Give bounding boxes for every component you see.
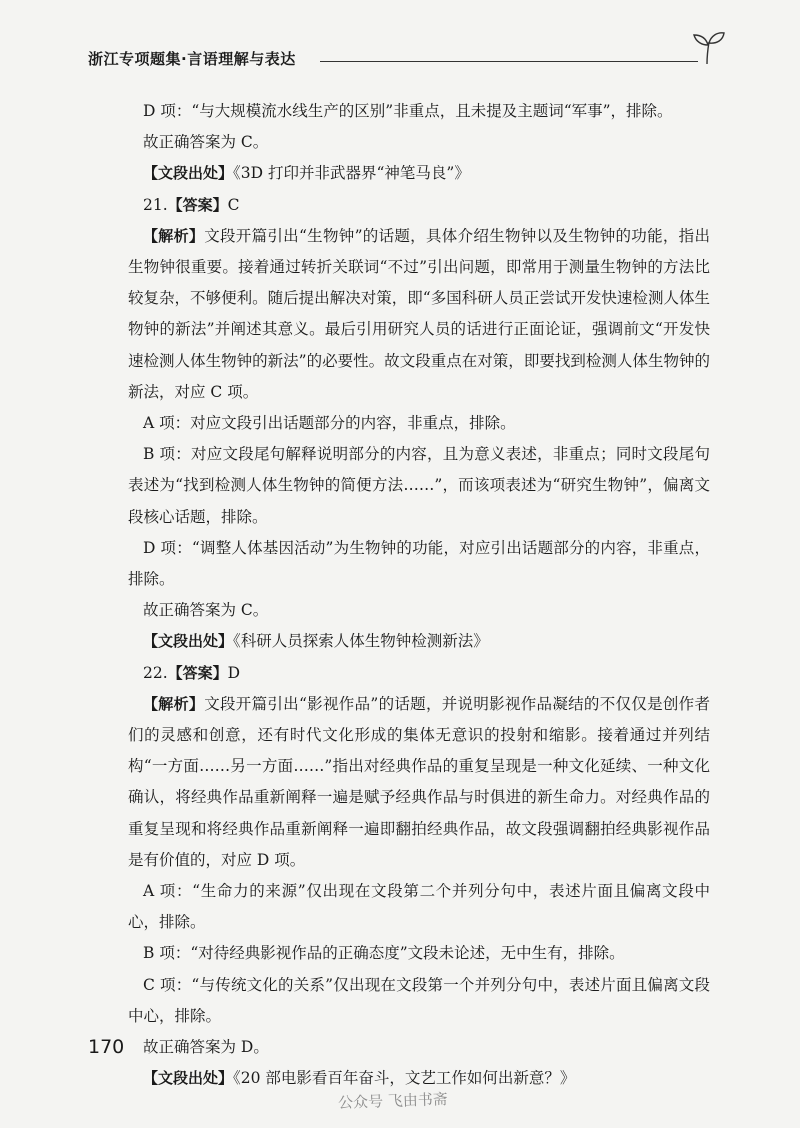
source-tag: 【文段出处】 xyxy=(143,164,234,183)
page-number: 170 xyxy=(88,1036,125,1058)
answer-value: C xyxy=(227,195,240,214)
paragraph: 故正确答案为 C。 xyxy=(143,133,269,152)
option-paragraph: A 项：“生命力的来源”仅出现在文段第二个并列分句中，表述片面且偏离文段中心，排除。 xyxy=(128,882,710,932)
running-header xyxy=(88,30,728,70)
header-title: 浙江专项题集·言语理解与表达 xyxy=(88,50,296,68)
sprout-icon xyxy=(692,30,726,66)
answer-line xyxy=(128,190,710,221)
answer-line xyxy=(128,658,710,689)
question-number: 21. xyxy=(143,195,168,214)
paragraph: 故正确答案为 D。 xyxy=(143,1038,269,1057)
paragraph: 故正确答案为 C。 xyxy=(143,601,269,620)
answer-value: D xyxy=(227,663,241,682)
paragraph: D 项：“与大规模流水线生产的区别”非重点，且未提及主题词“军事”，排除。 xyxy=(143,102,673,120)
answer-text xyxy=(128,96,710,1095)
analysis-paragraph: 【解析】文段开篇引出“生物钟”的话题，具体介绍生物钟以及生物钟的功能，指出生物钟很重要。接着通过转折关联词“不过”引出问题，即常用于测量生物钟的方法比较复杂，不够便利。随后提出解决对策，即“多国科研人员正尝试开发快速检测人体生物钟的新法”并阐述其意义。最后引用研究人员的话进行正面论证，强调前文“开发快速检测人体生物钟的新法”的必要性。故文段重点在对策，即要找到检测人体生物钟的新法，对应 C 项。 xyxy=(128,226,710,401)
source-line: 【文段出处】《20 部电影看百年奋斗，文艺工作如何出新意？》 xyxy=(143,1069,576,1088)
option-paragraph: D 项：“调整人体基因活动”为生物钟的功能，对应引出话题部分的内容，非重点，排除。 xyxy=(128,538,710,589)
option-paragraph: C 项：“与传统文化的关系”仅出现在文段第一个并列分句中，表述片面且偏离文段中心，排除。 xyxy=(128,975,710,1025)
source-line: 【文段出处】《3D 打印并非武器界“神笔马良”》 xyxy=(143,164,470,183)
watermark: 公众号 飞由书斋 xyxy=(337,1090,449,1112)
answer-tag: 【答案】 xyxy=(167,195,228,214)
answer-tag: 【答案】 xyxy=(167,663,228,682)
analysis-tag: 【解析】 xyxy=(143,694,205,713)
source-tag: 【文段出处】 xyxy=(143,1069,234,1088)
option-paragraph: A 项：对应文段引出话题部分的内容，非重点，排除。 xyxy=(143,414,516,433)
question-number: 22. xyxy=(143,663,168,682)
source-tag: 【文段出处】 xyxy=(143,632,234,651)
header-rule xyxy=(320,61,698,62)
analysis-tag: 【解析】 xyxy=(143,226,205,245)
option-paragraph: B 项：对应文段尾句解释说明部分的内容，且为意义表述，非重点；同时文段尾句表述为“找到检测人体生物钟的简便方法……”，而该项表述为“研究生物钟”，偏离文段核心话题，排除。 xyxy=(128,445,710,526)
analysis-paragraph: 【解析】文段开篇引出“影视作品”的话题，并说明影视作品凝结的不仅仅是创作者们的灵感和创意，还有时代文化形成的集体无意识的投射和缩影。接着通过并列结构“一方面……另一方面……”指出对经典作品的重复呈现是一种文化延续、一种文化确认，将经典作品重新阐释一遍是赋予经典作品与时俱进的新生命力。对经典作品的重复呈现和将经典作品重新阐释一遍即翻拍经典作品，故文段强调翻拍经典影视作品是有价值的，对应 D 项。 xyxy=(128,694,710,869)
option-paragraph: B 项：“对待经典影视作品的正确态度”文段未论述，无中生有，排除。 xyxy=(143,944,625,963)
source-line: 【文段出处】《科研人员探索人体生物钟检测新法》 xyxy=(143,632,489,651)
